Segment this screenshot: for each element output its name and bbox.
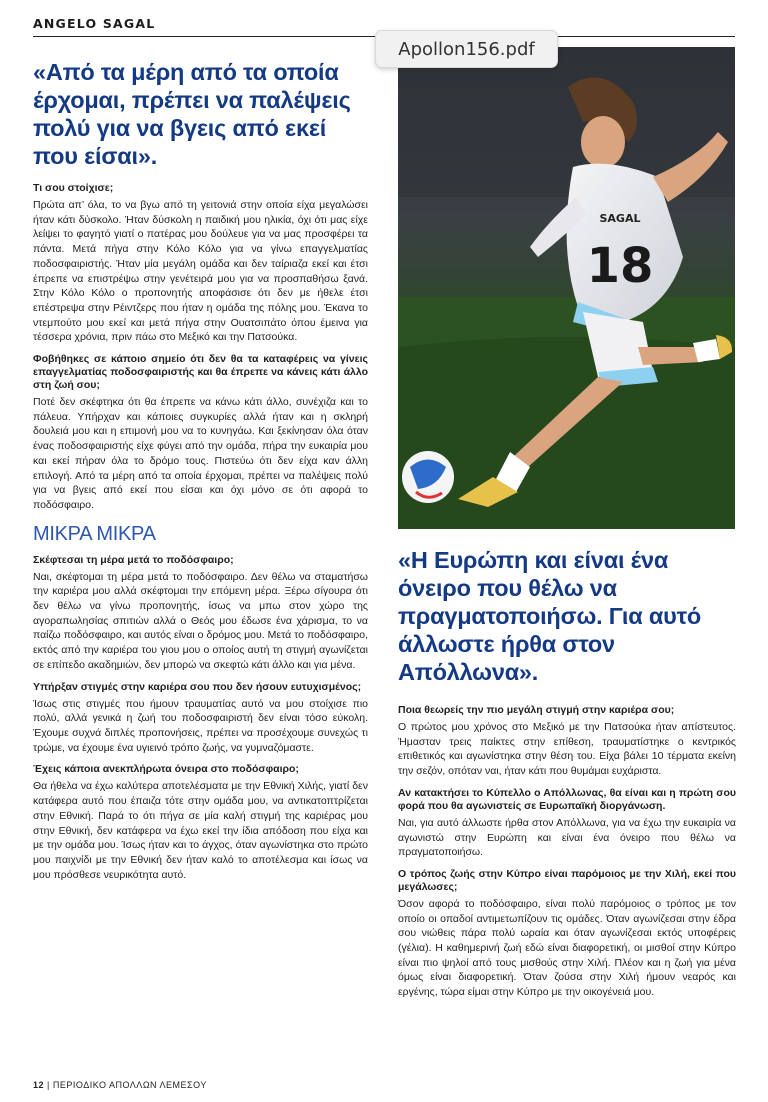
answer: Ναι, σκέφτομαι τη μέρα μετά το ποδόσφαιρο. Δεν θέλω να σταματήσω την καριέρα μου αλλά σκέφτομαι την επόμενη μέρα. Ξέρω σίγουρα ότι δεν θέλω να γίνω προπονητής, ίσως να μπω στον χώρο της αγοραπωλησίας σπιτιών αλλά ο Θεός μου έδωσε ένα χάρισμα, το να παίζω ποδόσφαιρο, και αυτός είναι ο δρόμος μου. Μετά το ποδόσφαιρο, εκτός από την καριέρα του γιου μου ο οποίος αυτή τη στιγμή αγωνίζεται σε επίπεδο ακαδημιών, δεν μπορώ να σκεφτώ κάτι άλλο και για μένα. [33, 570, 368, 671]
answer: Ίσως στις στιγμές που ήμουν τραυματίας αυτό να μου στοίχισε πιο πολύ, αλλά γενικά η ζωή του ποδοσφαιριστή δεν είναι τόσο εύκολη. Έχουμε συχνά διπλές προπονήσεις, πρέπει να προσέχουμε συνεχώς τι τρώμε, να έχουμε ένα υγιεινό τρόπο ζωής, να γυμναζόμαστε. [33, 697, 368, 754]
question: Έχεις κάποια ανεκπλήρωτα όνειρα στο ποδόσφαιρο; [33, 763, 299, 776]
question: Ποια θεωρείς την πιο μεγάλη στιγμή στην καριέρα σου; [398, 704, 675, 716]
page-number: 12 [33, 1080, 45, 1090]
answer: Ποτέ δεν σκέφτηκα ότι θα έπρεπε να κάνω κάτι άλλο, συνέχιζα και το πάλευα. Υπήρχαν και κάποιες συγκυρίες αλλά ήταν και η σκληρή δουλειά μου και η επιμονή μου να το κυνηγάω. Και ξεκίνησαν όλα όταν ένας ποδοσφαιριστής είχε φύγει από την ομάδα, πήρα την ευκαιρία μου και εκεί πήραν όλα το δρόμο τους. Πιστεύω ότι δεν είχα καν άλλη επιλογή. Από τα μέρη από τα οποία έρχομαι, πρέπει να παλέψεις πολύ για να βγεις από εκεί που είσαι και όχι μόνο σε ότι αφορά το ποδόσφαιρο. [33, 396, 368, 511]
right-column [398, 546, 736, 1006]
publication-name: ΠΕΡΙΟΔΙΚΟ ΑΠΟΛΛΩΝ ΛΕΜΕΣΟΥ [52, 1080, 207, 1090]
shirt-number: 18 [586, 238, 654, 294]
question: Φοβήθηκες σε κάποιο σημείο ότι δεν θα τα καταφέρεις να γίνεις επαγγελματίας ποδοσφαιριστής και θα έπρεπε να κάνεις κάτι άλλο στη ζωή σου; [33, 353, 368, 392]
pdf-filename-badge[interactable]: Apollon156.pdf [375, 30, 558, 68]
left-column [33, 58, 368, 888]
page-footer [33, 1080, 207, 1090]
question: Αν κατακτήσει το Κύπελλο ο Απόλλωνας, θα είναι και η πρώτη σου φορά που θα αγωνιστείς σε Ευρωπαϊκή διοργάνωση. [398, 786, 736, 812]
answer: Ο πρώτος μου χρόνος στο Μεξικό με την Πατσούκα ήταν απίστευτος. Ήμασταν τρεις παίκτες στην επίθεση, τραυματίστηκε ο κεντρικός επιθετικός και αγωνίστηκα στην θέση του. Είχα βάλει 10 τέρματα εκείνη την σεζόν, οπόταν ναι, ήταν κάτι που θυμάμαι ευχάριστα. [398, 721, 736, 778]
answer: Πρώτα απ’ όλα, το να βγω από τη γειτονιά στην οποία είχα μεγαλώσει ήταν κάτι δύσκολο. Ήταν δύσκολη η παιδική μου ηλικία, όχι ότι μας είχε λείψει το φαγητό γιατί ο πατέρας μου δούλευε για να μας προσφέρει τα πάντα. Μετά πήγα στην Κόλο Κόλο για να γίνω επαγγελματίας ποδοσφαιριστής. Ήταν μία μεγάλη ομάδα και δεν ταίριαζα εκεί και έτσι έπρεπε να επιστρέψω στην γενέτειρά μου για να προσπαθήσω ξανά. Στην Κόλο Κόλο ο προπονητής αποφάσισε ότι δεν με ήθελε έτσι επέστρεψα στην Ρέιντζερς που ήταν η ομάδα της πόλης μου. Έκανα το ντεμπούτο μου εκεί και μετά πήγα στην Ουατσιπάτο όπου έμεινα για τέσσερα χρόνια, πριν πάω στο Μεξικό και την Πατσούκα. [33, 199, 368, 344]
shirt-name: SAGAL [599, 212, 641, 225]
pull-quote-left: «Από τα μέρη από τα οποία έρχομαι, πρέπει να παλέψεις πολύ για να βγεις από εκεί που είσαι». [33, 59, 351, 169]
answer: Ναι, για αυτό άλλωστε ήρθα στον Απόλλωνα, για να έχω την ευκαιρία να αγωνιστώ στην Ευρώπη και είναι ένα όνειρο που θέλω να πραγματοποιήσω. [398, 816, 736, 859]
question: Τι σου στοίχισε; [33, 182, 114, 194]
question: Σκέφτεσαι τη μέρα μετά το ποδόσφαιρο; [33, 553, 234, 566]
question: Ο τρόπος ζωής στην Κύπρο είναι παρόμοιος με την Χιλή, εκεί που μεγάλωσες; [398, 867, 736, 893]
footer-separator: | [47, 1080, 50, 1090]
author-name: ANGELO SAGAL [33, 16, 156, 31]
answer: Όσον αφορά το ποδόσφαιρο, είναι πολύ παρόμοιος ο τρόπος με τον οποίο οι οπαδοί αντιμετωπίζουν τις ομάδες. Όταν αγωνίζεσαι στην έδρα σου νιώθεις πάρα πολύ ωραία και όταν αγωνίζεσαι εκτός υποφέρεις (γέλια). Η καθημερινή ζωή εδώ είναι διαφορετική, οι μισθοί στην Κύπρο είναι πιο ψηλοί από τους μισθούς στην Χιλή. Πλέον και η ζωή για μένα όμως είναι διαφορετική. Όταν ζούσα στην Χιλή ήμουν νεαρός και εργένης, τώρα είμαι στην Κύπρο με την οικογένειά μου. [398, 897, 736, 999]
section-title: ΜΙΚΡΑ ΜΙΚΡΑ [33, 522, 156, 545]
player-photo [398, 47, 735, 529]
pull-quote-right: «Η Ευρώπη και είναι ένα όνειρο που θέλω να πραγματοποιήσω. Για αυτό άλλωστε ήρθα στον Απόλλωνα». [398, 547, 702, 685]
answer: Θα ήθελα να έχω καλύτερα αποτελέσματα με την Εθνική Χιλής, γιατί δεν κατάφερα αυτό που έπαιζα τότε στην ομάδα μου, να αντικατοπτρίζεται στην Εθνική. Παρά το ότι πήγα σε μία καλή στιγμή της καριέρας μου στην Εθνική, δεν κατάφερα να έχω εκεί την ίδια απόδοση που είχα και με την ομάδα μου. Ίσως ήταν και το άγχος, όταν αγωνίστηκα στο πρώτο μου παιχνίδι με την Εθνική δεν ήταν καλό το αποτέλεσμα και ίσως να μου πρόσθεσε νευρικότητα αυτό. [33, 780, 368, 881]
question: Υπήρξαν στιγμές στην καριέρα σου που δεν ήσουν ευτυχισμένος; [33, 680, 362, 693]
